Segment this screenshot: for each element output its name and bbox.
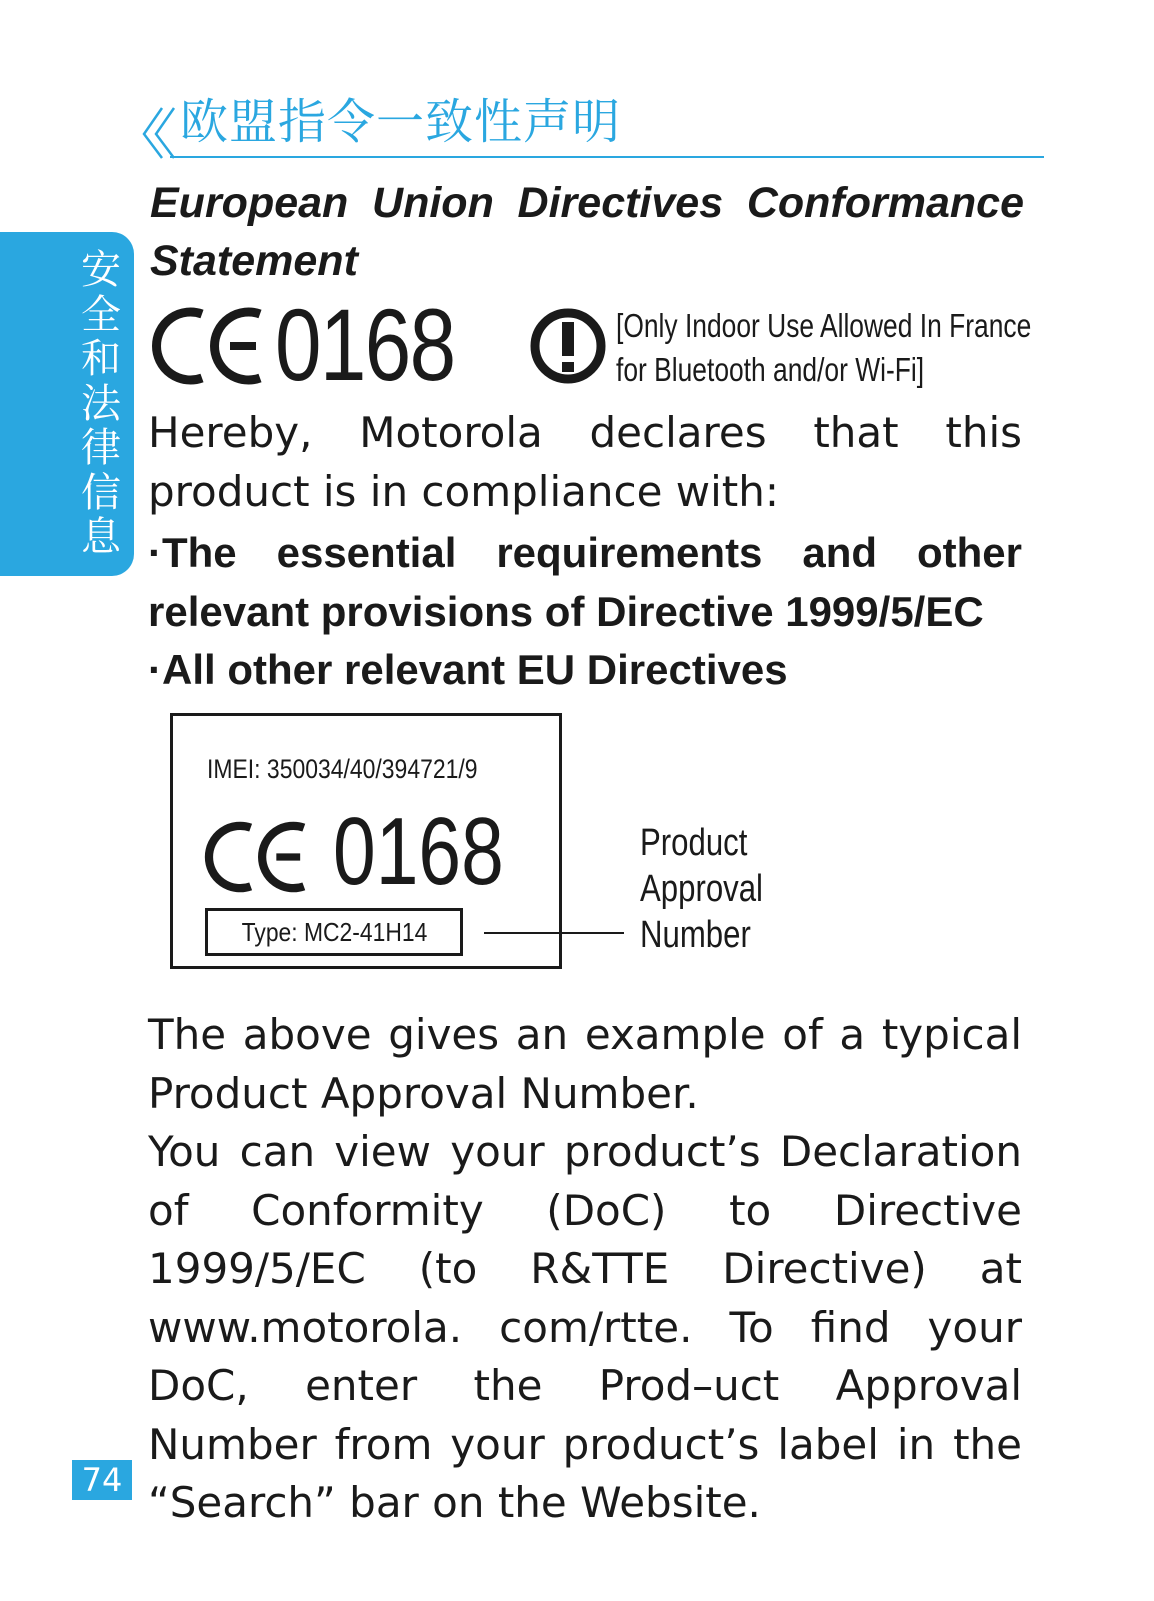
title-divider [170,156,1044,158]
intro-paragraph: Hereby, Motorola declares that this product is in compliance with: [148,408,1022,516]
usage-restriction-note [616,304,1032,392]
page-number: 74 [72,1460,132,1500]
approval-number-callout [640,820,763,958]
ce-mark-icon [150,306,270,386]
note-line: for Bluetooth and/or Wi-Fi] [616,351,925,388]
ce-mark-row [150,288,1032,402]
compliance-list [148,524,1022,700]
side-tab-char: 和 [81,336,121,382]
alert-circle-icon [528,306,608,386]
list-item: ·The essential requirements and other relevant provisions of Directive 1999/5/EC [148,529,1022,635]
side-tab [0,232,134,576]
ce-mark-icon [203,820,313,894]
side-tab-char: 全 [81,291,121,338]
double-chevron-left-icon [140,104,180,160]
label-ce-number: 0168 [333,798,504,905]
label-type-box [205,908,463,956]
page-heading: European Union Directives Conformance Statement [150,179,1024,285]
section-title [140,92,1040,162]
callout-line-text: Product [640,822,748,864]
doc-paragraph: You can view your product’s Declaration of Conformity (DoC) to Directive 1999/5/EC (to R&TTE Directive) at www.motorola. com/rtte. To find your DoC, enter the Prod–uct Approval Number from your product’s label in the “Search” bar on the Website. [148,1127,1022,1527]
imei-text: IMEI: 350034/40/394721/9 [207,754,478,784]
label-type-text: Type: MC2-41H14 [241,917,427,947]
note-line: [Only Indoor Use Allowed In France [616,307,1032,344]
callout-line-text: Approval [640,868,763,910]
side-tab-char: 律 [81,425,121,471]
list-item: ·All other relevant EU Directives [148,646,788,693]
callout-line [484,932,624,934]
section-title-text: 欧盟指令一致性声明 [180,94,622,150]
side-tab-char: 息 [81,514,121,560]
callout-line-text: Number [640,914,751,956]
example-paragraph: The above gives an example of a typical Product Approval Number. [148,1010,1022,1118]
side-tab-char: 安 [81,247,121,293]
side-tab-char: 信 [81,469,121,516]
side-tab-char: 法 [81,380,121,427]
product-label-example [170,713,562,969]
side-tab-label [76,248,126,560]
ce-notified-body-number: 0168 [275,288,455,402]
